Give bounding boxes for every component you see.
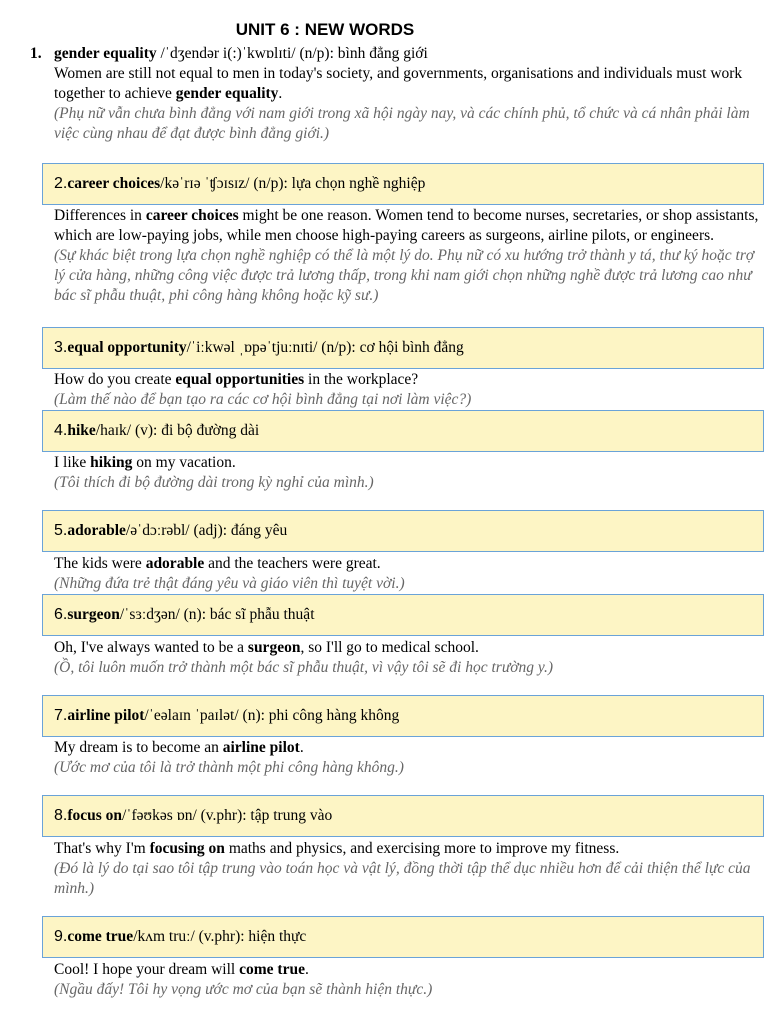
entry-number: 7. — [54, 707, 68, 724]
example-text: How do you create — [54, 371, 176, 388]
entry-6-heading — [42, 594, 764, 636]
entry-2-body — [54, 206, 759, 306]
entry-definition: /ˈiːkwəl ˌɒpəˈtjuːnɪti/ (n/p): cơ hội bình đẳng — [186, 339, 464, 356]
example-text: in the workplace? — [304, 371, 419, 388]
example-term: surgeon — [247, 639, 301, 656]
entry-3-heading — [42, 327, 764, 369]
entry-definition: /kʌm truː/ (v.phr): hiện thực — [133, 928, 307, 945]
entry-definition: /haɪk/ (v): đi bộ đường dài — [95, 422, 260, 439]
entry-example — [54, 206, 759, 246]
entry-translation: (Ồ, tôi luôn muốn trở thành một bác sĩ phẫu thuật, vì vậy tôi sẽ đi học trường y.) — [54, 659, 553, 676]
entry-translation: (Tôi thích đi bộ đường dài trong kỳ nghỉ của mình.) — [54, 474, 374, 491]
example-term: adorable — [145, 555, 205, 572]
entry-number: 5. — [54, 522, 68, 539]
entry-heading — [54, 44, 755, 64]
example-text: That's why I'm — [54, 840, 150, 857]
example-text: I like — [54, 454, 91, 471]
entry-number: 8. — [54, 807, 68, 824]
entry-translation: (Phụ nữ vẫn chưa bình đẳng với nam giới trong xã hội ngày nay, và các chính phủ, tổ chức và cá nhân phải làm việc cùng nhau để đạt được bình đẳng giới.) — [54, 105, 750, 142]
entry-number: 3. — [54, 339, 68, 356]
entry-8-heading — [42, 795, 764, 837]
entry-example — [54, 64, 755, 104]
example-term: equal opportunities — [175, 371, 305, 388]
example-text: Differences in — [54, 207, 146, 224]
entry-term: adorable — [67, 522, 126, 539]
example-text: and the teachers were great. — [204, 555, 381, 572]
example-text: . — [278, 85, 283, 102]
entry-7-body — [54, 738, 759, 778]
entry-definition: /ˈdʒendər i(:)ˈkwɒlɪti/ (n/p): bình đẳng giới — [156, 45, 428, 62]
entry-6-body — [54, 638, 759, 678]
entry-example — [54, 839, 759, 859]
example-term: airline pilot — [222, 739, 300, 756]
entry-example — [54, 453, 759, 473]
example-text: Oh, I've always wanted to be a — [54, 639, 248, 656]
entry-example — [54, 738, 759, 758]
entry-5-heading — [42, 510, 764, 552]
entry-term: focus on — [67, 807, 123, 824]
entry-5-body — [54, 554, 759, 594]
entry-term: hike — [67, 422, 96, 439]
page-title: UNIT 6 : NEW WORDS — [235, 20, 415, 39]
entry-definition: /ˈeəlaɪn ˈpaɪlət/ (n): phi công hàng không — [144, 707, 400, 724]
example-text: on my vacation. — [132, 454, 236, 471]
example-text: , so I'll go to medical school. — [300, 639, 479, 656]
example-text: . — [304, 961, 309, 978]
entry-definition: /ˈsɜːdʒən/ (n): bác sĩ phẫu thuật — [119, 606, 315, 623]
example-term: career choices — [145, 207, 239, 224]
example-text: Cool! I hope your dream will — [54, 961, 240, 978]
entry-example — [54, 960, 759, 980]
entry-number: 6. — [54, 606, 68, 623]
entry-4-body — [54, 453, 759, 493]
entry-term: airline pilot — [67, 707, 145, 724]
entry-definition: /əˈdɔːrəbl/ (adj): đáng yêu — [125, 522, 288, 539]
entry-4-heading — [42, 410, 764, 452]
example-text: maths and physics, and exercising more to improve my fitness. — [224, 840, 620, 857]
entry-number: 2. — [54, 175, 68, 192]
entry-example — [54, 554, 759, 574]
example-term: hiking — [90, 454, 133, 471]
entry-definition: /kəˈrɪə ˈʧɔɪsɪz/ (n/p): lựa chọn nghề nghiệp — [160, 175, 426, 192]
example-text: . — [299, 739, 304, 756]
entry-2-heading — [42, 163, 764, 205]
entry-8-body — [54, 839, 759, 899]
entry-translation: (Những đứa trẻ thật đáng yêu và giáo viên thì tuyệt vời.) — [54, 575, 405, 592]
entry-number: 9. — [54, 928, 68, 945]
entry-translation: (Ước mơ của tôi là trở thành một phi công hàng không.) — [54, 759, 404, 776]
entry-translation: (Ngầu đấy! Tôi hy vọng ước mơ của bạn sẽ thành hiện thực.) — [54, 981, 433, 998]
entry-term: come true — [67, 928, 134, 945]
example-text: My dream is to become an — [54, 739, 223, 756]
example-term: focusing on — [149, 840, 225, 857]
example-text: The kids were — [54, 555, 146, 572]
entry-translation: (Đó là lý do tại sao tôi tập trung vào toán học và vật lý, đồng thời tập thể dục nhiều hơn để cải thiện thể lực của mình.) — [54, 860, 751, 897]
entry-term: equal opportunity — [67, 339, 187, 356]
entry-example — [54, 638, 759, 658]
entry-term: gender equality — [54, 45, 157, 62]
entry-example — [54, 370, 759, 390]
entry-number: 1. — [30, 45, 42, 62]
entry-definition: /ˈfəʊkəs ɒn/ (v.phr): tập trung vào — [122, 807, 333, 824]
entry-translation: (Sự khác biệt trong lựa chọn nghề nghiệp có thể là một lý do. Phụ nữ có xu hướng trở thành y tá, thư ký hoặc trợ lý cửa hàng, những công việc được trả lương thấp, trong khi nam giới chọn những nghề được trả lương cao như bác sĩ phẫu thuật, phi công hàng không hoặc kỹ sư.) — [54, 247, 755, 304]
entry-1 — [30, 44, 755, 144]
entry-9-heading — [42, 916, 764, 958]
entry-9-body — [54, 960, 759, 1000]
entry-3-body — [54, 370, 759, 410]
example-text: might be one reason. Women tend to become nurses, secretaries, or shop assistants, which are low-paying jobs, while men choose high-paying careers as surgeons, airline pilots, or engineers. — [54, 207, 759, 244]
entry-translation: (Làm thế nào để bạn tạo ra các cơ hội bình đẳng tại nơi làm việc?) — [54, 391, 472, 408]
entry-term: career choices — [67, 175, 161, 192]
example-term: gender equality — [175, 85, 279, 102]
entry-7-heading — [42, 695, 764, 737]
example-text: Women are still not equal to men in today's society, and governments, organisations and individuals must work together to achieve — [54, 65, 743, 102]
example-term: come true — [239, 961, 305, 978]
entry-number: 4. — [54, 422, 68, 439]
entry-term: surgeon — [67, 606, 120, 623]
